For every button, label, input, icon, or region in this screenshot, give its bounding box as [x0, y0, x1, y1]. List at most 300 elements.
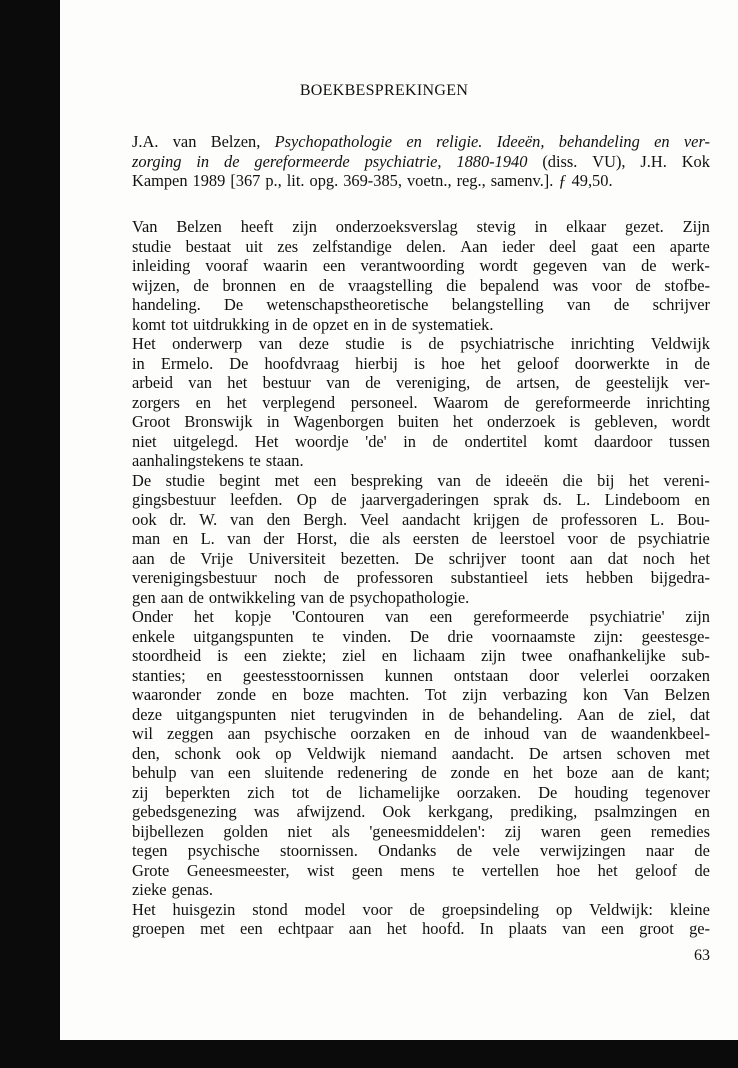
word: vereni- [663, 470, 710, 490]
word: verbazing [502, 685, 568, 704]
word: en [206, 665, 222, 685]
word: in [274, 314, 288, 334]
word: onderwerp [172, 334, 243, 353]
word: noch [642, 548, 675, 568]
word: verplegend [262, 392, 336, 412]
word: daardoor [594, 431, 653, 451]
word: bestuur [262, 373, 311, 392]
word: Horst, [296, 529, 338, 548]
word: zijn [685, 607, 710, 626]
review-line [132, 315, 710, 335]
word: Het [254, 431, 279, 451]
word: bepalend [479, 275, 539, 295]
word: L. [576, 490, 591, 509]
word: buiten [397, 412, 439, 431]
word: de [694, 860, 710, 880]
word: doorwerkte [574, 353, 650, 373]
word: delen. [406, 236, 446, 256]
word: zonde [450, 763, 490, 782]
word: en [195, 392, 212, 412]
word: boze [566, 763, 598, 782]
word: de [694, 841, 710, 860]
word: De [229, 353, 249, 373]
word: op [555, 899, 573, 919]
review-line [132, 256, 710, 276]
scan-border-left [0, 0, 60, 1068]
word: bronnen [222, 275, 277, 295]
word: geestesge- [641, 626, 710, 646]
word: voor [567, 529, 598, 548]
word: met [685, 743, 710, 763]
word: groot [639, 919, 674, 938]
word: eersten [412, 529, 460, 548]
word: religie. [436, 132, 483, 151]
word: vele [492, 841, 520, 860]
word: lichamelijke [358, 782, 440, 802]
word: en [694, 490, 710, 509]
word: en [172, 529, 189, 548]
word: stanties; [132, 665, 186, 685]
word: kon [582, 685, 608, 704]
word: deze [132, 704, 163, 724]
word: Veldwijk [306, 743, 366, 763]
word: behandeling. [478, 704, 563, 724]
word: niet [290, 704, 316, 724]
word: kerkgang, [427, 802, 494, 821]
word: krijgen [473, 509, 520, 529]
word: kant; [677, 763, 710, 782]
word: in [196, 151, 210, 171]
word: De [132, 470, 152, 490]
word: Psychopathologie [274, 132, 393, 151]
word: psychische [264, 724, 337, 743]
review-line [132, 685, 710, 705]
word: de [188, 587, 204, 607]
word: ieder [501, 236, 535, 256]
word: een [227, 763, 251, 782]
word: gen [132, 587, 156, 607]
word: houding [574, 782, 629, 802]
word: die [562, 470, 583, 490]
word: oorzaken [649, 665, 710, 685]
word: leefden. [230, 490, 283, 509]
word: De [538, 782, 558, 802]
word: ziekte; [282, 646, 327, 665]
word: onderzoek [487, 412, 556, 431]
word: de [326, 782, 342, 802]
word: Waarom [433, 392, 489, 412]
word: het [226, 392, 247, 412]
word: in [403, 431, 416, 451]
word: een [322, 256, 346, 275]
word: geloof [516, 353, 559, 373]
review-line [132, 919, 710, 939]
word: ondertitel [464, 431, 528, 451]
word: sub- [681, 646, 710, 665]
word: schonk [174, 743, 222, 763]
word: personeel. [350, 392, 418, 412]
word: van [188, 373, 212, 392]
word: waren [540, 821, 581, 841]
word: komt [132, 314, 166, 334]
word: als [331, 821, 350, 841]
word: geloof [635, 860, 677, 880]
word: op [275, 743, 292, 763]
word: aan [132, 548, 155, 568]
word: genas. [171, 880, 213, 899]
word: Universiteit [248, 548, 326, 568]
word: aan [348, 919, 372, 938]
word: J.H. [640, 151, 667, 171]
word: verwijzingen [540, 841, 626, 860]
word: de [485, 373, 502, 392]
word: noch [274, 568, 307, 587]
word: L. [650, 509, 665, 529]
word: van [326, 373, 350, 392]
word: groepen [132, 919, 185, 938]
word: inhoud [483, 724, 530, 743]
word: Groot [132, 412, 171, 431]
word: remedies [650, 821, 710, 841]
word: Vrije [200, 548, 234, 568]
word: aparte [669, 236, 710, 256]
word: Ermelo. [160, 353, 214, 373]
word: opzet [312, 314, 349, 334]
word: hoe [556, 860, 581, 880]
word: Van [132, 217, 158, 236]
word: van [562, 919, 586, 938]
word: 1880-1940 [456, 151, 528, 171]
word: de [331, 490, 347, 509]
word: zes [277, 236, 299, 256]
word: van [230, 509, 254, 529]
word: Tot [424, 685, 447, 704]
word: van [385, 607, 409, 626]
word: inleiding [132, 256, 191, 275]
word: bijgedra- [650, 568, 710, 587]
word: hierbij [355, 353, 398, 373]
word: tot [170, 314, 189, 334]
word: de [647, 763, 664, 782]
word: bestaat [185, 236, 232, 256]
word: Grote [132, 860, 170, 880]
word: in [421, 704, 435, 724]
word: geestelijk [605, 373, 669, 392]
word: deze [298, 334, 329, 353]
word: leerstoel [499, 529, 556, 548]
word: zorgers [132, 392, 180, 412]
word: in [266, 412, 280, 431]
word: de [318, 275, 335, 295]
word: zonde [216, 685, 257, 704]
word: vertellen [481, 860, 539, 880]
word: Zijn [682, 217, 710, 236]
word: een [601, 919, 624, 938]
word: hoofd. [422, 919, 465, 938]
word: het [386, 919, 407, 938]
word: redenering [337, 763, 408, 782]
word: p., [265, 171, 282, 190]
word: vraagstelling [347, 275, 433, 295]
word: waarin [263, 256, 308, 275]
review-line [132, 724, 710, 744]
word: L. [200, 529, 215, 548]
word: stond [252, 899, 288, 919]
word: In [479, 919, 494, 938]
word: werk- [671, 256, 710, 275]
word: Bronswijk [184, 412, 253, 431]
word: zijn [462, 685, 487, 704]
review-line [132, 646, 710, 666]
word: oorzaken [350, 724, 411, 743]
word: het [227, 373, 248, 392]
word: psychiatrie, [364, 151, 442, 171]
word: een [313, 470, 337, 490]
word: plaats [508, 919, 547, 938]
word: onderzoeksverslag [335, 217, 458, 236]
word: Aan [460, 236, 488, 256]
word: ver- [683, 132, 710, 151]
word: machten. [349, 685, 410, 704]
word: schrijver [652, 295, 710, 314]
word: 1989 [192, 171, 226, 190]
word: J.A. [132, 132, 159, 151]
word: aandacht. [451, 743, 515, 763]
word: de [454, 724, 470, 743]
word: ook [235, 743, 261, 763]
word: Ook [382, 802, 411, 821]
word: in [132, 353, 145, 373]
word: schoven [616, 743, 671, 763]
word: lichaam [413, 646, 466, 665]
review-line [132, 432, 710, 452]
word: ziel [342, 646, 366, 665]
word: [367 [230, 171, 261, 190]
word: echtpaar [277, 919, 334, 938]
word: bij [597, 470, 615, 490]
word: artsen, [516, 373, 560, 392]
word: der [263, 529, 285, 548]
word: uitgangspunten [193, 626, 294, 646]
word: is [217, 646, 229, 665]
word: de [613, 295, 630, 314]
word: Onder [132, 607, 173, 626]
word: lit. [286, 171, 305, 190]
word: ds. [543, 490, 562, 509]
word: beperkten [165, 782, 231, 802]
review-line [132, 900, 710, 920]
word: studie [132, 236, 172, 256]
word: als [382, 529, 401, 548]
review-line [132, 627, 710, 647]
word: waaronder [132, 685, 202, 704]
word: bespreking [350, 470, 423, 490]
word: met [274, 470, 300, 490]
word: Kok [681, 151, 710, 171]
word: gaat [590, 236, 619, 256]
word: uitgangspunten [176, 704, 277, 724]
word: Belzen [664, 685, 710, 704]
word: deel [549, 236, 577, 256]
word: is [414, 353, 425, 373]
word: gebleven, [594, 412, 658, 431]
word: aandacht [401, 509, 461, 529]
word: de [428, 334, 444, 353]
word: en [654, 132, 670, 151]
word: VU), [592, 151, 626, 171]
word: geen [600, 821, 632, 841]
word: psalmzingen [594, 802, 678, 821]
review-line [132, 841, 710, 861]
review-line [132, 549, 710, 569]
word: heeft [240, 217, 274, 236]
book-reference [132, 132, 710, 191]
word: zich [247, 782, 275, 802]
word: zij [504, 821, 522, 841]
review-line [132, 510, 710, 530]
review-line [132, 354, 710, 374]
word: de [635, 275, 651, 295]
word: van [227, 529, 251, 548]
word: de [532, 509, 548, 529]
word: niemand [380, 743, 437, 763]
review-line [132, 393, 710, 413]
word: Bou- [677, 509, 710, 529]
word: voetn., [406, 171, 452, 190]
review-line [132, 588, 710, 608]
word: reg., [456, 171, 486, 190]
word: verenigingsbestuur [132, 568, 257, 587]
word: de [391, 314, 407, 334]
word: Ondanks [378, 841, 437, 860]
word: de [641, 256, 657, 275]
reference-line [132, 171, 710, 191]
word: vereniging, [396, 373, 471, 392]
word: zorging [132, 151, 182, 171]
word: stoornissen. [279, 841, 358, 860]
word: de [456, 841, 473, 860]
word: tegen [132, 841, 168, 860]
word: gezet. [625, 217, 664, 236]
word: (diss. [542, 151, 578, 171]
word: de [432, 431, 448, 451]
word: te [312, 626, 324, 646]
word: handeling. [132, 295, 201, 314]
word: het [628, 470, 649, 490]
word: den, [132, 743, 160, 763]
word: psychiatrie [637, 529, 710, 548]
word: te [452, 860, 465, 880]
word: samenv.]. [490, 171, 554, 190]
word: Het [132, 899, 156, 919]
word: en [271, 685, 288, 704]
review-line [132, 237, 710, 257]
word: De [414, 548, 434, 568]
word: begint [219, 470, 261, 490]
page-number: 63 [694, 947, 710, 964]
scan-border-bottom [60, 1040, 738, 1068]
review-line [132, 666, 710, 686]
word: behulp [132, 763, 177, 782]
review-body [132, 217, 710, 939]
reference-line [132, 152, 710, 172]
word: ook [132, 509, 157, 529]
word: de [581, 724, 597, 743]
word: iets [545, 568, 569, 587]
word: Op [296, 490, 317, 509]
word: zieke [132, 880, 167, 899]
word: ge- [689, 919, 710, 938]
word: de [475, 470, 491, 490]
word: stevig [476, 217, 516, 236]
word: gereformeerde [473, 607, 569, 626]
word: belangstelling [451, 295, 544, 314]
word: Aan [576, 704, 605, 724]
word: voor [362, 899, 393, 919]
word: psychiatrie' [589, 607, 665, 626]
word: kopje [234, 607, 272, 626]
word: Veel [359, 509, 390, 529]
reference-line [132, 132, 710, 152]
review-line [132, 529, 710, 549]
word: komt [543, 431, 578, 451]
word: en [424, 724, 441, 743]
word: niet [287, 821, 313, 841]
review-line [132, 451, 710, 471]
word: ontwikkeling [208, 587, 296, 607]
review-line [132, 783, 710, 803]
word: zijn: [593, 626, 624, 646]
word: het [532, 763, 553, 782]
word: en [694, 802, 710, 821]
word: jaarvergaderingen [360, 490, 479, 509]
word: verantwoording [360, 256, 465, 275]
word: 'de' [365, 431, 387, 451]
word: de [292, 314, 308, 334]
word: velerlei [579, 665, 630, 685]
review-line [132, 744, 710, 764]
word: studie [165, 470, 205, 490]
word: gegeven [532, 256, 588, 275]
word: wijzen, [132, 275, 180, 295]
word: De [224, 295, 244, 314]
review-line [132, 880, 710, 900]
word: Wagenborgen [293, 412, 384, 431]
word: en [406, 132, 422, 151]
word: uit [245, 236, 263, 256]
word: W. [199, 509, 218, 529]
word: en [381, 646, 398, 665]
word: sprak [493, 490, 529, 509]
word: naar [645, 841, 675, 860]
word: mens [400, 860, 435, 880]
review-line [132, 802, 710, 822]
word: drie [447, 626, 473, 646]
word: de [448, 704, 465, 724]
word: een [243, 646, 267, 665]
word: en [289, 275, 306, 295]
word: van [300, 587, 325, 607]
word: hebben [585, 568, 634, 587]
word: aan [569, 548, 593, 568]
word: zijn [292, 217, 317, 236]
word: en [503, 763, 519, 782]
word: de [421, 763, 437, 782]
word: het [452, 412, 473, 431]
word: met [200, 919, 225, 938]
word: opg. [309, 171, 339, 190]
word: man [132, 529, 161, 548]
